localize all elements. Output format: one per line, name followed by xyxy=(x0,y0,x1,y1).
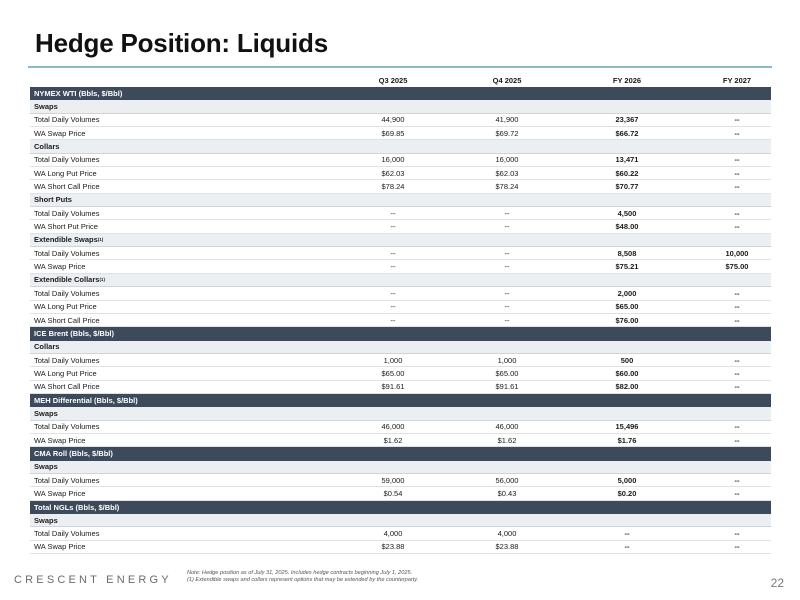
row-label: WA Swap Price xyxy=(34,542,86,552)
section-header xyxy=(30,394,771,407)
table-cell: $60.22 xyxy=(615,168,639,178)
table-cell: -- xyxy=(734,382,740,392)
table-cell: -- xyxy=(734,422,740,432)
table-row xyxy=(30,381,771,394)
column-header-fy-2026: FY 2026 xyxy=(612,76,642,85)
row-label: WA Swap Price xyxy=(34,488,86,498)
table-cell: -- xyxy=(504,302,510,312)
title-rule xyxy=(28,66,772,68)
column-header-q4-2025: Q4 2025 xyxy=(492,76,522,85)
row-label: WA Short Call Price xyxy=(34,315,100,325)
subsection-header xyxy=(30,140,771,153)
table-cell: $69.72 xyxy=(495,128,519,138)
table-cell: $60.00 xyxy=(615,368,639,378)
table-cell: $75.21 xyxy=(615,262,639,272)
subsection-label: Short Puts xyxy=(34,195,72,205)
table-cell: $1.62 xyxy=(497,435,517,445)
table-cell: -- xyxy=(624,529,630,539)
table-cell: -- xyxy=(390,262,396,272)
row-label: WA Short Call Price xyxy=(34,182,100,192)
page-number: 22 xyxy=(770,576,784,590)
row-label: Total Daily Volumes xyxy=(34,248,100,258)
table-cell: -- xyxy=(734,368,740,378)
column-header-fy-2027: FY 2027 xyxy=(722,76,752,85)
section-label: NYMEX WTI (Bbls, $/Bbl) xyxy=(34,89,123,99)
table-cell: 46,000 xyxy=(381,422,405,432)
table-cell: -- xyxy=(390,302,396,312)
subsection-header xyxy=(30,341,771,354)
row-label: Total Daily Volumes xyxy=(34,422,100,432)
table-row xyxy=(30,421,771,434)
table-body xyxy=(30,87,771,554)
table-cell: 16,000 xyxy=(381,155,405,165)
table-cell: -- xyxy=(734,542,740,552)
table-row xyxy=(30,434,771,447)
table-cell: 8,508 xyxy=(617,248,637,258)
footnote-line-1: Note: Hedge position as of July 31, 2025. Includes hedge contracts beginning July 1, 2025. xyxy=(187,570,413,576)
table-row xyxy=(30,314,771,327)
table-cell: 59,000 xyxy=(381,475,405,485)
table-cell: $78.24 xyxy=(381,182,405,192)
table-cell: -- xyxy=(734,115,740,125)
table-cell: $62.03 xyxy=(381,168,405,178)
subsection-header xyxy=(30,274,771,287)
table-cell: $65.00 xyxy=(495,368,519,378)
table-cell: 1,000 xyxy=(383,355,403,365)
table-cell: $48.00 xyxy=(615,222,639,232)
table-cell: -- xyxy=(734,168,740,178)
table-cell: $23.88 xyxy=(381,542,405,552)
table-cell: -- xyxy=(504,222,510,232)
row-label: Total Daily Volumes xyxy=(34,208,100,218)
table-cell: -- xyxy=(734,435,740,445)
table-row xyxy=(30,541,771,554)
section-header xyxy=(30,447,771,460)
table-cell: -- xyxy=(390,222,396,232)
hedge-table xyxy=(30,73,771,554)
section-label: Total NGLs (Bbls, $/Bbl) xyxy=(34,502,120,512)
table-cell: 5,000 xyxy=(617,475,637,485)
table-row xyxy=(30,301,771,314)
subsection-header xyxy=(30,100,771,113)
section-label: MEH Differential (Bbls, $/Bbl) xyxy=(34,396,138,406)
table-row xyxy=(30,247,771,260)
table-cell: 15,496 xyxy=(615,422,639,432)
table-cell: $0.43 xyxy=(497,488,517,498)
footnote-line-2: (1) Extendible swaps and collars represent options that may be extended by the counterparty. xyxy=(187,577,419,583)
table-cell: $70.77 xyxy=(615,182,639,192)
subsection-label: Swaps xyxy=(34,408,58,418)
table-cell: 10,000 xyxy=(725,248,749,258)
section-header xyxy=(30,501,771,514)
subsection-header xyxy=(30,461,771,474)
table-cell: -- xyxy=(390,248,396,258)
table-cell: 23,367 xyxy=(615,115,639,125)
table-row xyxy=(30,367,771,380)
subsection-label: Extendible Collars xyxy=(34,275,100,285)
subsection-header xyxy=(30,194,771,207)
table-cell: -- xyxy=(734,128,740,138)
table-row xyxy=(30,287,771,300)
table-cell: $65.00 xyxy=(381,368,405,378)
subsection-label: Swaps xyxy=(34,515,58,525)
table-cell: 4,500 xyxy=(617,208,637,218)
footnote-marker: (1) xyxy=(97,237,104,243)
row-label: WA Long Put Price xyxy=(34,368,97,378)
subsection-label: Collars xyxy=(34,142,60,152)
row-label: Total Daily Volumes xyxy=(34,529,100,539)
subsection-label: Extendible Swaps xyxy=(34,235,98,245)
table-cell: -- xyxy=(390,288,396,298)
subsection-header xyxy=(30,514,771,527)
row-label: WA Swap Price xyxy=(34,262,86,272)
footnote xyxy=(187,570,418,584)
table-cell: 2,000 xyxy=(617,288,637,298)
table-cell: -- xyxy=(734,208,740,218)
table-cell: -- xyxy=(734,355,740,365)
table-cell: -- xyxy=(734,475,740,485)
table-header xyxy=(30,73,771,87)
section-label: ICE Brent (Bbls, $/Bbl) xyxy=(34,329,115,339)
table-cell: -- xyxy=(504,248,510,258)
table-cell: 1,000 xyxy=(497,355,517,365)
table-cell: $0.20 xyxy=(617,488,637,498)
table-cell: 13,471 xyxy=(615,155,639,165)
table-row xyxy=(30,474,771,487)
table-cell: 4,000 xyxy=(497,529,517,539)
subsection-header xyxy=(30,407,771,420)
table-cell: -- xyxy=(390,208,396,218)
table-row xyxy=(30,527,771,540)
table-cell: -- xyxy=(504,315,510,325)
table-cell: -- xyxy=(734,288,740,298)
table-cell: 4,000 xyxy=(383,529,403,539)
table-row xyxy=(30,127,771,140)
row-label: Total Daily Volumes xyxy=(34,155,100,165)
table-cell: $75.00 xyxy=(725,262,749,272)
section-header xyxy=(30,327,771,340)
table-cell: -- xyxy=(734,222,740,232)
table-row xyxy=(30,487,771,500)
table-row xyxy=(30,180,771,193)
table-cell: 500 xyxy=(620,355,634,365)
table-cell: 44,900 xyxy=(381,115,405,125)
table-row xyxy=(30,154,771,167)
row-label: Total Daily Volumes xyxy=(34,115,100,125)
table-cell: -- xyxy=(504,288,510,298)
section-header xyxy=(30,87,771,100)
section-label: CMA Roll (Bbls, $/Bbl) xyxy=(34,449,113,459)
row-label: WA Swap Price xyxy=(34,128,86,138)
table-cell: $82.00 xyxy=(615,382,639,392)
table-cell: 41,900 xyxy=(495,115,519,125)
table-cell: 46,000 xyxy=(495,422,519,432)
table-cell: -- xyxy=(734,315,740,325)
table-cell: $78.24 xyxy=(495,182,519,192)
company-logo: CRESCENT ENERGY xyxy=(14,574,172,586)
table-cell: -- xyxy=(734,529,740,539)
table-cell: -- xyxy=(624,542,630,552)
table-cell: -- xyxy=(734,155,740,165)
column-header-q3-2025: Q3 2025 xyxy=(378,76,408,85)
table-cell: -- xyxy=(734,488,740,498)
table-row xyxy=(30,354,771,367)
table-cell: $62.03 xyxy=(495,168,519,178)
table-cell: $76.00 xyxy=(615,315,639,325)
table-row xyxy=(30,207,771,220)
row-label: WA Short Put Price xyxy=(34,222,98,232)
row-label: Total Daily Volumes xyxy=(34,475,100,485)
page-title: Hedge Position: Liquids xyxy=(35,28,328,58)
table-row xyxy=(30,220,771,233)
table-cell: $65.00 xyxy=(615,302,639,312)
footnote-marker: (1) xyxy=(99,277,105,283)
table-cell: 16,000 xyxy=(495,155,519,165)
table-cell: $69.85 xyxy=(381,128,405,138)
subsection-header xyxy=(30,234,771,247)
subsection-label: Swaps xyxy=(34,102,58,112)
table-cell: $1.62 xyxy=(383,435,403,445)
row-label: Total Daily Volumes xyxy=(34,355,100,365)
table-cell: -- xyxy=(504,262,510,272)
table-row xyxy=(30,167,771,180)
table-row xyxy=(30,260,771,273)
table-cell: -- xyxy=(734,182,740,192)
row-label: WA Long Put Price xyxy=(34,302,97,312)
row-label: Total Daily Volumes xyxy=(34,288,100,298)
table-row xyxy=(30,114,771,127)
table-cell: $23.88 xyxy=(495,542,519,552)
subsection-label: Collars xyxy=(34,342,60,352)
table-cell: $0.54 xyxy=(383,488,403,498)
table-cell: -- xyxy=(734,302,740,312)
row-label: WA Short Call Price xyxy=(34,382,100,392)
table-cell: $66.72 xyxy=(615,128,639,138)
table-cell: $91.61 xyxy=(381,382,405,392)
table-cell: -- xyxy=(504,208,510,218)
row-label: WA Long Put Price xyxy=(34,168,97,178)
table-cell: $1.76 xyxy=(617,435,637,445)
table-cell: -- xyxy=(390,315,396,325)
row-label: WA Swap Price xyxy=(34,435,86,445)
subsection-label: Swaps xyxy=(34,462,58,472)
table-cell: 56,000 xyxy=(495,475,519,485)
table-cell: $91.61 xyxy=(495,382,519,392)
